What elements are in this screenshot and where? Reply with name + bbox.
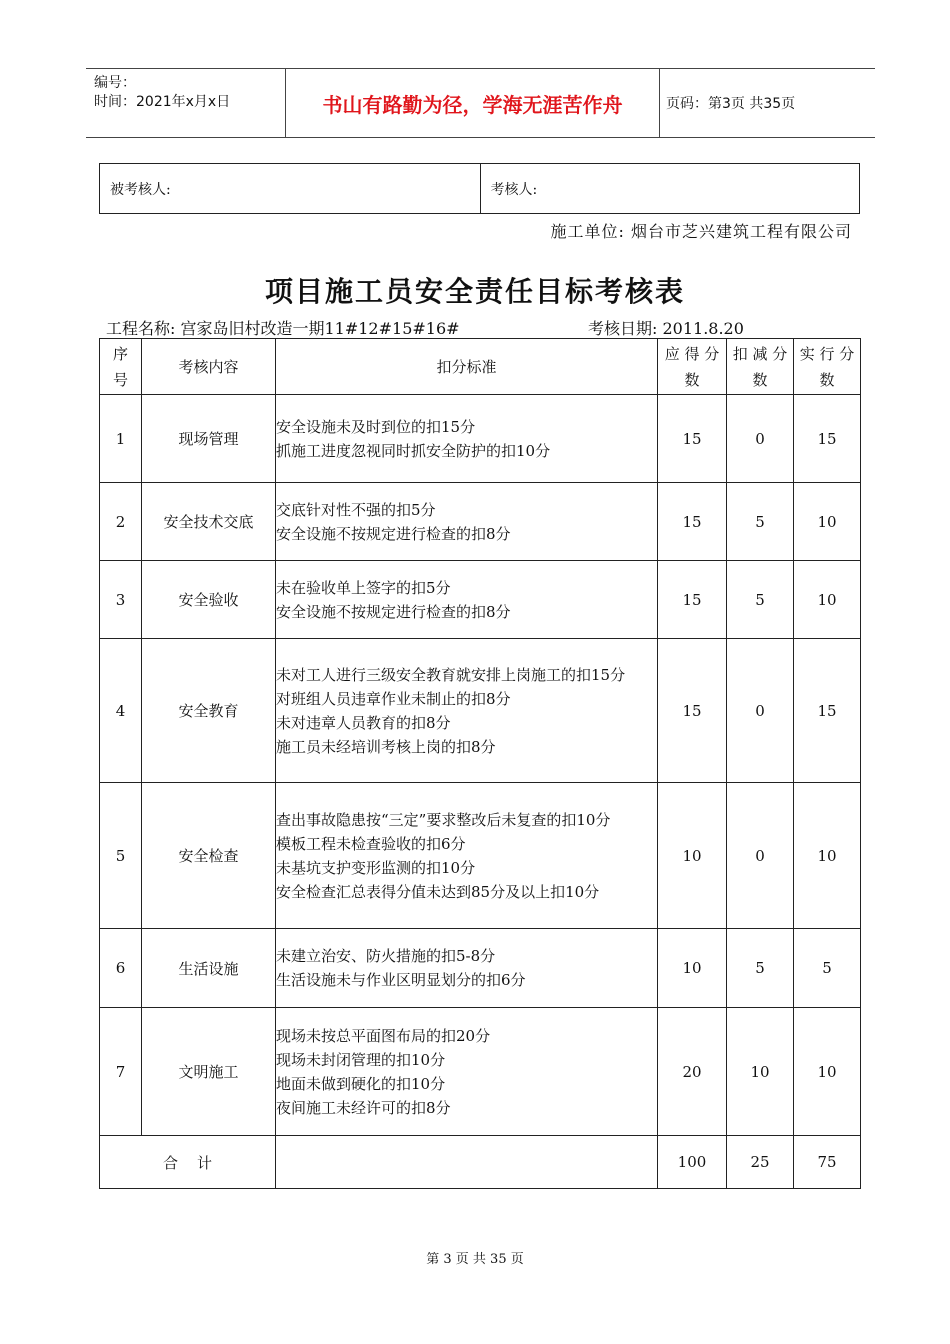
row-deduct: 0 xyxy=(727,783,794,929)
standard-line: 未建立治安、防火措施的扣5-8分 xyxy=(276,947,496,965)
examinee-label: 被考核人: xyxy=(110,181,171,198)
row-content: 安全技术交底 xyxy=(142,483,276,561)
table-row xyxy=(100,1008,861,1136)
row-actual: 15 xyxy=(794,639,861,783)
total-actual: 75 xyxy=(794,1136,861,1189)
table-row xyxy=(100,929,861,1008)
total-standard-empty xyxy=(276,1136,658,1189)
table-header-row xyxy=(100,339,861,395)
examiner-label: 考核人: xyxy=(490,181,538,198)
examiner-field xyxy=(480,164,860,213)
row-deduct: 0 xyxy=(727,395,794,483)
page-info: 页码：第3页 共35页 xyxy=(666,96,796,112)
page-footer: 第 3 页 共 35 页 xyxy=(426,1252,524,1267)
standard-line: 安全设施不按规定进行检查的扣8分 xyxy=(276,524,511,543)
row-actual: 10 xyxy=(794,1008,861,1136)
page-header xyxy=(86,68,875,138)
row-no: 5 xyxy=(100,783,142,929)
standard-line: 施工员未经培训考核上岗的扣8分 xyxy=(276,737,496,756)
signature-box xyxy=(99,163,860,214)
standard-line: 地面未做到硬化的扣10分 xyxy=(276,1074,446,1093)
standard-line: 安全检查汇总表得分值未达到85分及以上扣10分 xyxy=(276,882,600,901)
row-no: 7 xyxy=(100,1008,142,1136)
row-actual: 10 xyxy=(794,783,861,929)
row-standard xyxy=(276,561,658,639)
examinee-field xyxy=(100,164,480,213)
header-meta xyxy=(86,69,285,137)
company-line: 施工单位: 烟台市芝兴建筑工程有限公司 xyxy=(550,222,852,241)
row-standard xyxy=(276,395,658,483)
row-content: 文明施工 xyxy=(142,1008,276,1136)
row-standard xyxy=(276,929,658,1008)
row-due: 15 xyxy=(658,395,727,483)
row-content: 安全教育 xyxy=(142,639,276,783)
table-row xyxy=(100,395,861,483)
row-due: 15 xyxy=(658,639,727,783)
standard-line: 安全设施未及时到位的扣15分 xyxy=(276,417,476,436)
assessment-date: 考核日期: 2011.8.20 xyxy=(588,319,744,338)
standard-line: 未在验收单上签字的扣5分 xyxy=(276,578,451,597)
row-deduct: 0 xyxy=(727,639,794,783)
header-actual: 实 行 分 数 xyxy=(794,339,861,395)
standard-line: 对班组人员违章作业未制止的扣8分 xyxy=(276,689,511,708)
standard-line: 抓施工进度忽视同时抓安全防护的扣10分 xyxy=(276,441,551,460)
row-due: 10 xyxy=(658,929,727,1008)
row-standard xyxy=(276,483,658,561)
number-label: 编号： xyxy=(94,75,136,91)
standard-line: 安全设施不按规定进行检查的扣8分 xyxy=(276,602,511,621)
total-label: 合 计 xyxy=(100,1136,276,1189)
standard-line: 未对违章人员教育的扣8分 xyxy=(276,713,451,732)
row-no: 2 xyxy=(100,483,142,561)
row-actual: 15 xyxy=(794,395,861,483)
row-due: 15 xyxy=(658,483,727,561)
assessment-table xyxy=(99,338,861,1189)
row-standard xyxy=(276,639,658,783)
row-actual: 10 xyxy=(794,483,861,561)
standard-line: 模板工程未检查验收的扣6分 xyxy=(276,834,466,853)
row-due: 20 xyxy=(658,1008,727,1136)
row-deduct: 5 xyxy=(727,483,794,561)
header-no: 序号 xyxy=(100,339,142,395)
row-no: 3 xyxy=(100,561,142,639)
standard-line: 夜间施工未经许可的扣8分 xyxy=(276,1098,451,1117)
row-deduct: 5 xyxy=(727,929,794,1008)
motto: 书山有路勤为径，学海无涯苦作舟 xyxy=(285,69,660,137)
header-deduct: 扣 减 分 数 xyxy=(727,339,794,395)
row-content: 安全验收 xyxy=(142,561,276,639)
standard-line: 未基坑支护变形监测的扣10分 xyxy=(276,858,476,877)
table-row xyxy=(100,561,861,639)
row-deduct: 5 xyxy=(727,561,794,639)
row-no: 4 xyxy=(100,639,142,783)
project-name: 工程名称: 宫家岛旧村改造一期11#12#15#16# xyxy=(106,319,460,338)
document-title: 项目施工员安全责任目标考核表 xyxy=(264,275,685,308)
row-content: 生活设施 xyxy=(142,929,276,1008)
total-due: 100 xyxy=(658,1136,727,1189)
row-actual: 10 xyxy=(794,561,861,639)
table-row xyxy=(100,639,861,783)
total-deduct: 25 xyxy=(727,1136,794,1189)
header-content: 考核内容 xyxy=(142,339,276,395)
row-deduct: 10 xyxy=(727,1008,794,1136)
row-due: 15 xyxy=(658,561,727,639)
header-standard: 扣分标准 xyxy=(276,339,658,395)
standard-line: 生活设施未与作业区明显划分的扣6分 xyxy=(276,971,526,989)
row-standard xyxy=(276,1008,658,1136)
row-due: 10 xyxy=(658,783,727,929)
standard-line: 现场未封闭管理的扣10分 xyxy=(276,1050,446,1069)
row-actual: 5 xyxy=(794,929,861,1008)
table-row xyxy=(100,483,861,561)
row-no: 6 xyxy=(100,929,142,1008)
row-standard xyxy=(276,783,658,929)
row-content: 安全检查 xyxy=(142,783,276,929)
standard-line: 未对工人进行三级安全教育就安排上岗施工的扣15分 xyxy=(276,665,626,684)
row-no: 1 xyxy=(100,395,142,483)
standard-line: 现场未按总平面图布局的扣20分 xyxy=(276,1026,491,1045)
standard-line: 交底针对性不强的扣5分 xyxy=(276,500,436,519)
standard-line: 查出事故隐患按“三定”要求整改后未复查的扣10分 xyxy=(276,810,611,829)
row-content: 现场管理 xyxy=(142,395,276,483)
table-row xyxy=(100,783,861,929)
time-label: 时间：2021年x月x日 xyxy=(94,94,231,110)
header-due: 应 得 分 数 xyxy=(658,339,727,395)
total-row xyxy=(100,1136,861,1189)
